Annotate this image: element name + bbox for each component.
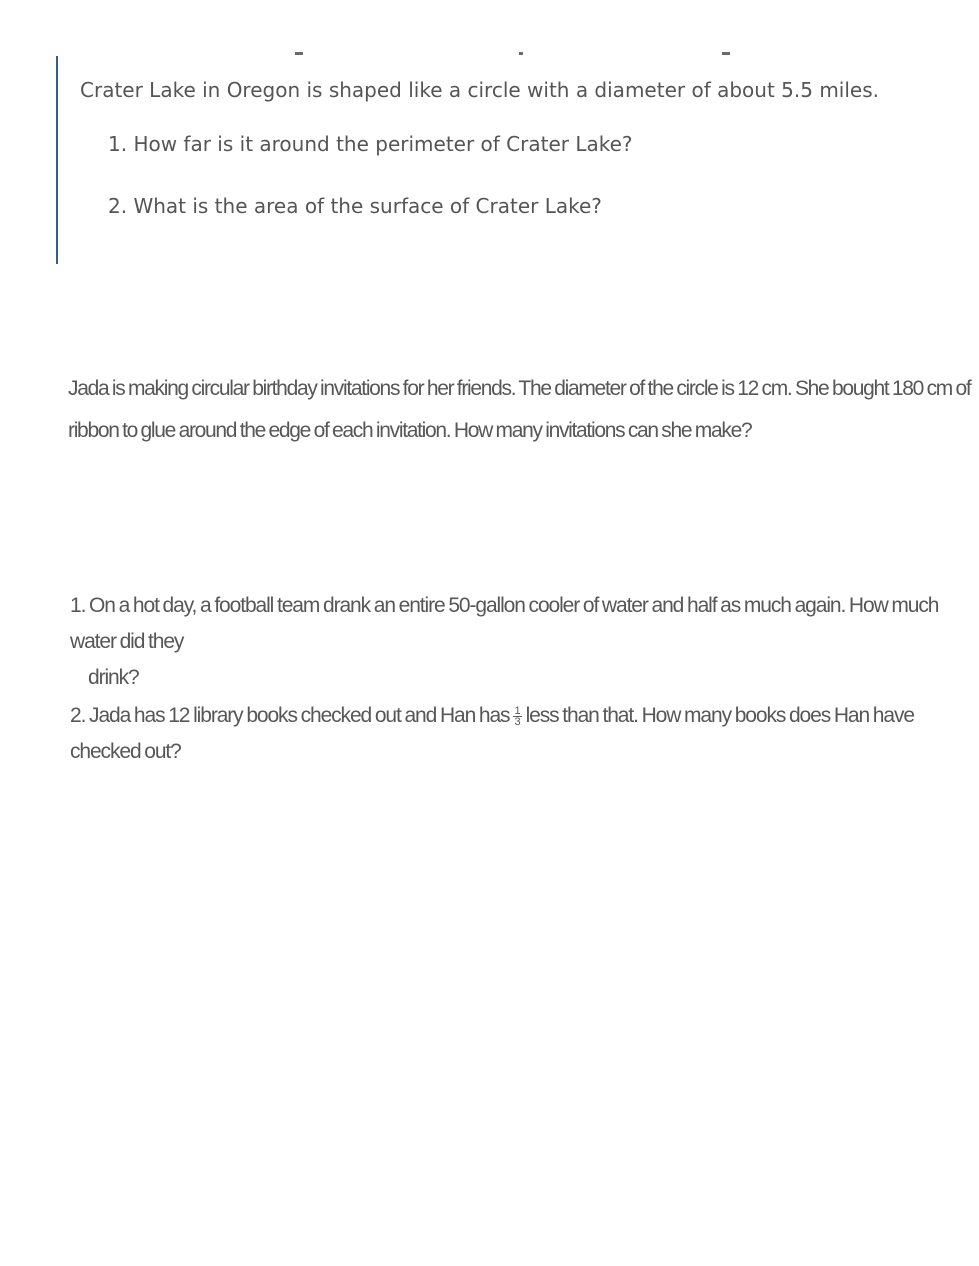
fraction-denominator: 3 — [514, 715, 521, 728]
fraction-one-third — [513, 706, 521, 727]
left-border-rule — [56, 56, 58, 264]
crater-lake-question-2: 2. What is the area of the surface of Crater Lake? — [108, 194, 602, 218]
heading-fragment — [295, 52, 303, 55]
crater-lake-problem — [56, 56, 956, 264]
invitations-problem: Jada is making circular birthday invitations for her friends. The diameter of the circle is 12 cm. She bought 180 cm of ribbon to glue around the edge of each invitation. How many invitations can she make? — [68, 377, 971, 442]
list-item-library-books-problem — [70, 698, 979, 770]
library-problem-end: less than that. How many books does Han have checked out? — [70, 704, 914, 763]
library-problem-start: 2. Jada has 12 library books checked out and Han has — [70, 704, 510, 727]
water-problem-line-2: drink? — [88, 666, 139, 689]
water-problem-line-1: 1. On a hot day, a football team drank an entire 50-gallon cooler of water and half as much again. How much water did they — [70, 594, 939, 653]
fraction-numerator: 1 — [514, 704, 521, 717]
crater-lake-question-1: 1. How far is it around the perimeter of Crater Lake? — [108, 132, 633, 156]
crater-lake-intro: Crater Lake in Oregon is shaped like a circle with a diameter of about 5.5 miles. — [80, 78, 879, 102]
heading-fragment — [722, 52, 730, 55]
heading-fragment — [519, 52, 523, 55]
list-item-water-problem — [70, 588, 979, 696]
